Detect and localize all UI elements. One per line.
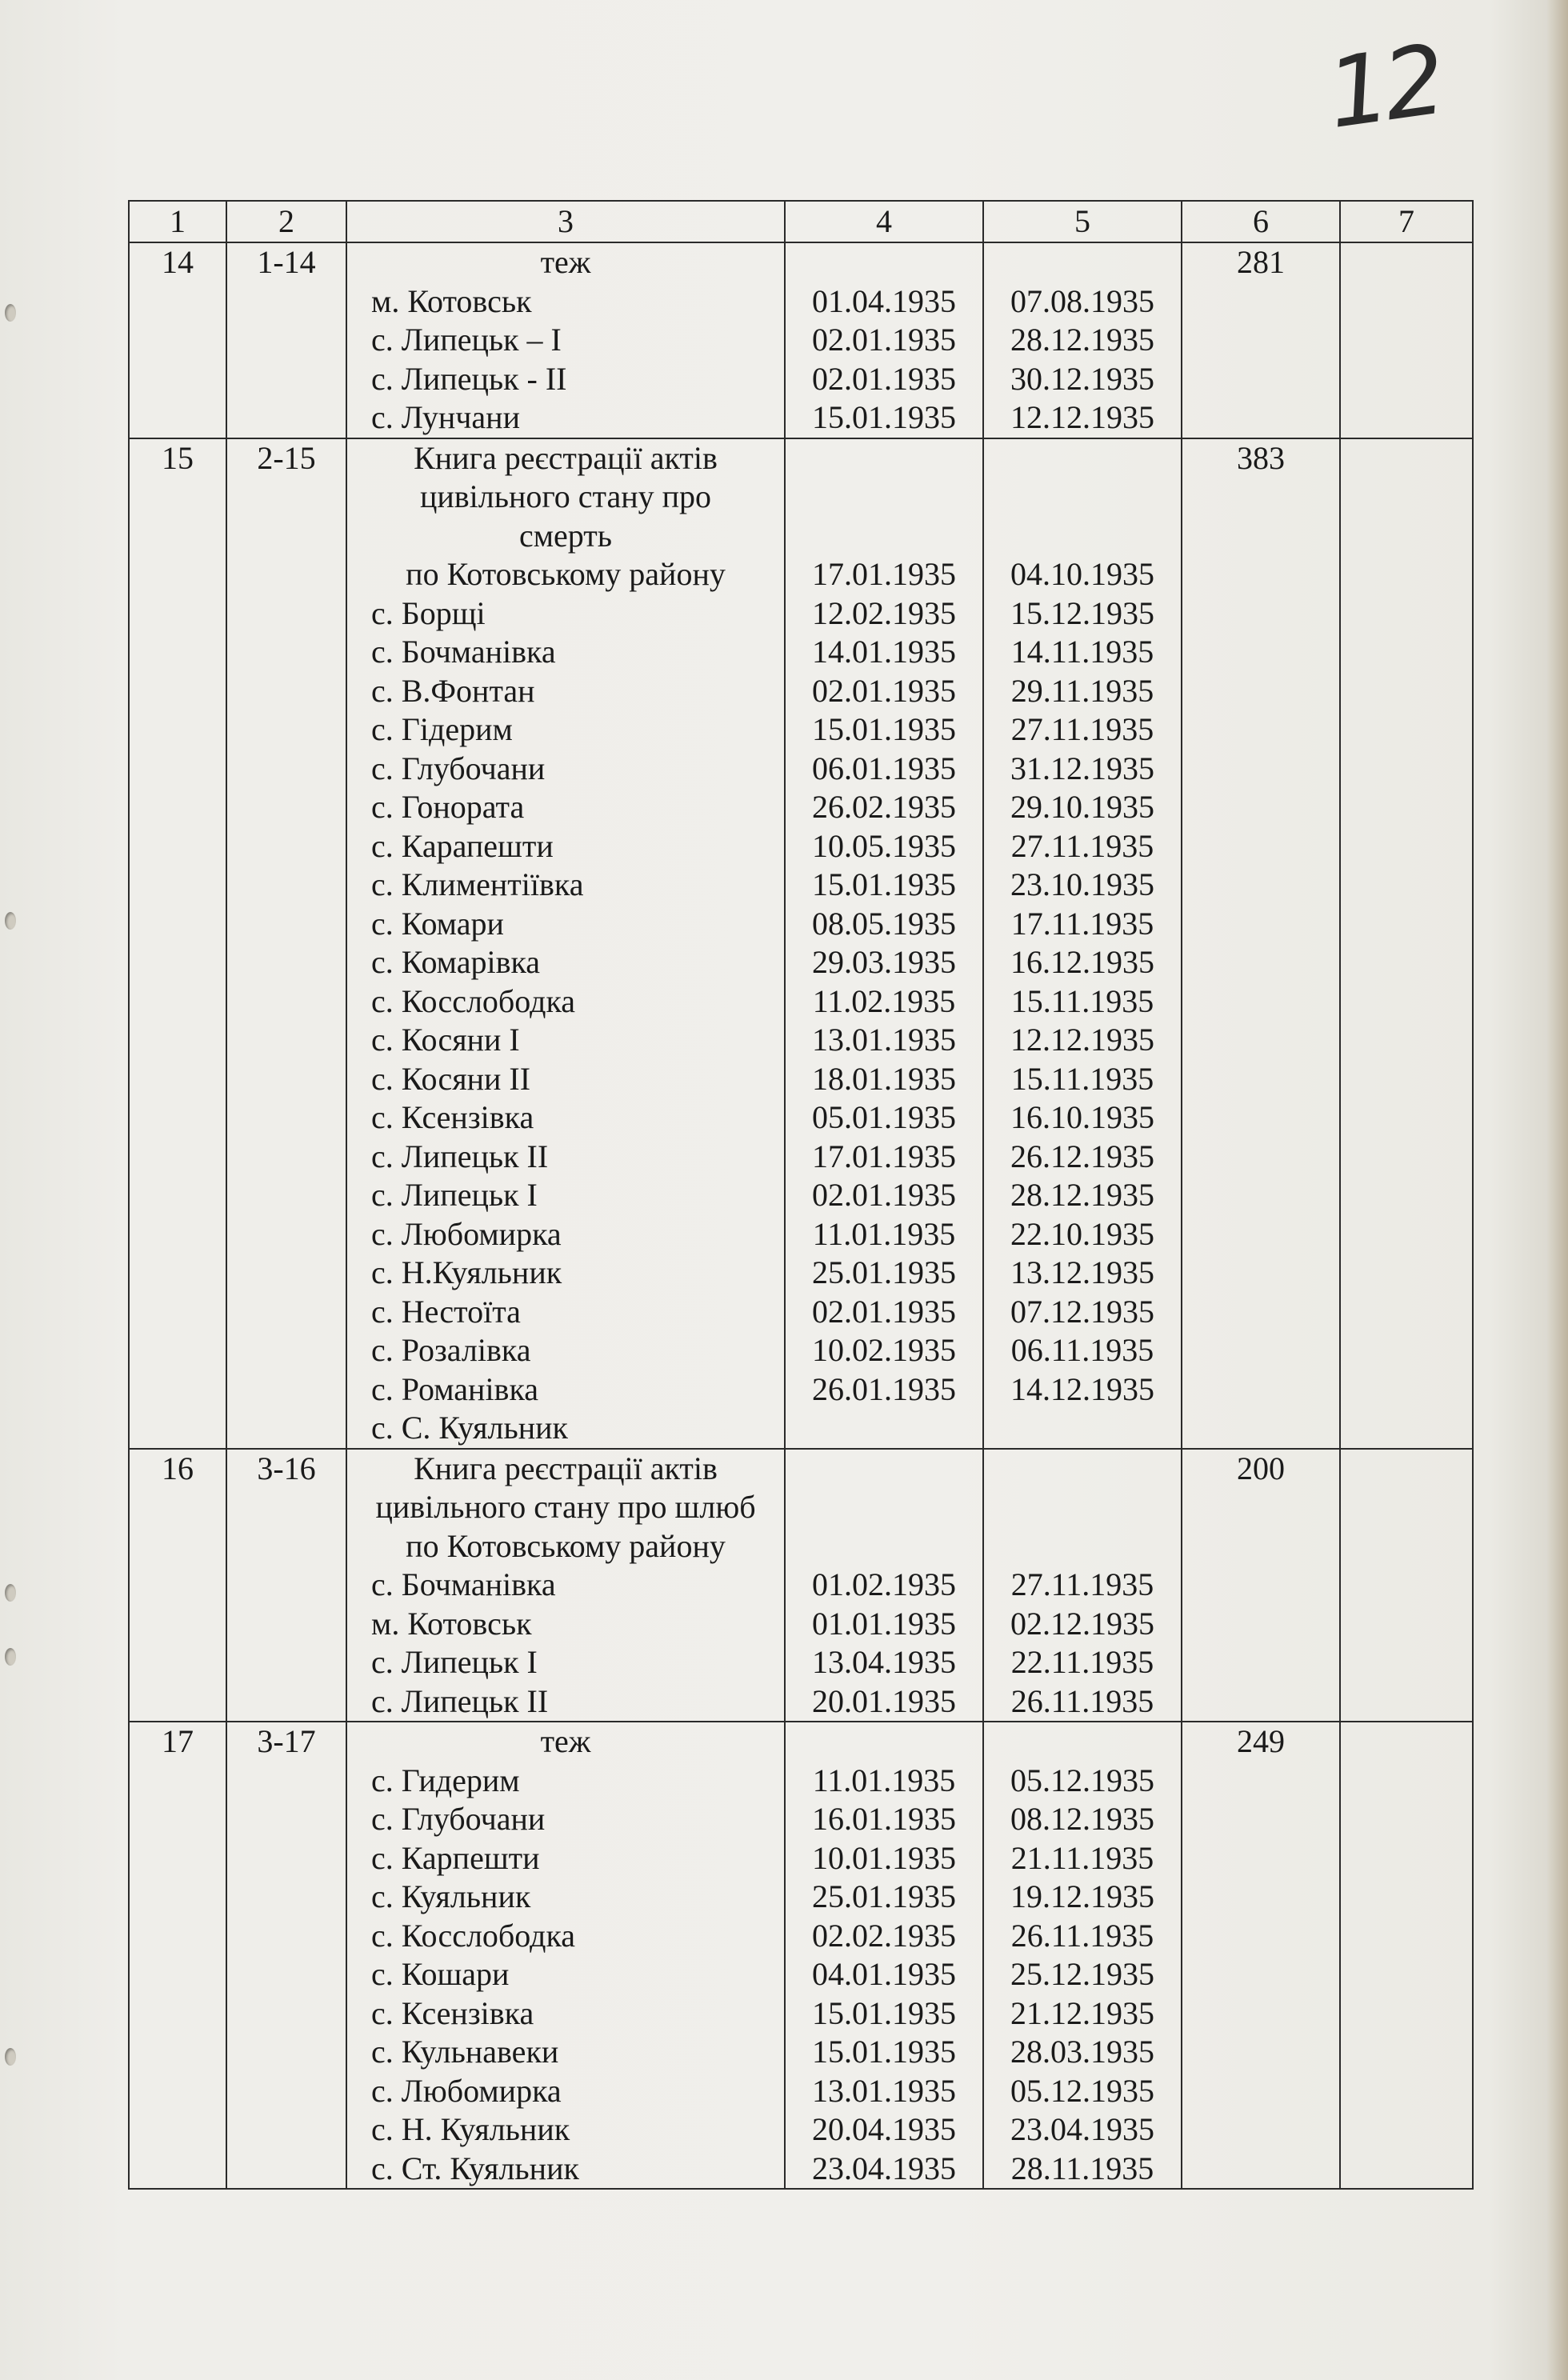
page-count-cell	[1182, 242, 1340, 438]
start-date: 14.01.1935	[812, 634, 956, 670]
column-header: 7	[1340, 201, 1473, 242]
start-date: 25.01.1935	[812, 1254, 956, 1290]
end-date: 19.12.1935	[1010, 1878, 1154, 1914]
end-date: 07.08.1935	[1010, 282, 1154, 319]
table-row	[129, 438, 1473, 1449]
locality-name: с. Бочманівка	[371, 1566, 556, 1602]
page-count: 249	[1237, 1723, 1285, 1759]
end-date: 21.11.1935	[1010, 1839, 1154, 1876]
binding-hole	[5, 304, 16, 322]
inventory-code: 3-16	[257, 1450, 316, 1486]
locality-name: с. Кульнавеки	[371, 2034, 559, 2070]
end-date: 30.12.1935	[1010, 360, 1154, 397]
locality-name: с. Лунчани	[371, 399, 520, 435]
locality-name: с. Ксензівка	[371, 1994, 534, 2031]
end-date: 28.12.1935	[1010, 1177, 1154, 1213]
end-date-cell	[983, 1449, 1182, 1722]
table-row	[129, 1722, 1473, 2189]
binding-hole	[5, 1648, 16, 1666]
start-date: 15.01.1935	[812, 866, 956, 902]
locality-name: с. Косслободка	[371, 982, 576, 1019]
record-title-line: теж	[540, 1723, 591, 1759]
start-date: 15.01.1935	[812, 399, 956, 435]
end-date: 22.10.1935	[1010, 1215, 1154, 1252]
start-date: 26.02.1935	[812, 789, 956, 825]
record-title-line: по Котовському району	[406, 1527, 726, 1564]
start-date: 10.02.1935	[812, 1332, 956, 1368]
locality-name: м. Котовськ	[371, 1605, 532, 1642]
record-title-line: цивільного стану про шлюб	[375, 1489, 756, 1525]
end-date-cell	[983, 438, 1182, 1449]
end-date: 04.10.1935	[1010, 556, 1154, 592]
start-date: 02.01.1935	[812, 1177, 956, 1213]
end-date: 26.12.1935	[1010, 1138, 1154, 1174]
locality-name: с. Любомирка	[371, 2072, 562, 2109]
locality-name: с. Климентіївка	[371, 866, 584, 902]
page-count-cell	[1182, 1449, 1340, 1722]
start-date: 25.01.1935	[812, 1878, 956, 1914]
start-date: 16.01.1935	[812, 1801, 956, 1837]
locality-name: с. Косслободка	[371, 1917, 576, 1954]
start-date: 15.01.1935	[812, 711, 956, 747]
start-date: 29.03.1935	[812, 944, 956, 980]
locality-name: с. С. Куяльник	[371, 1410, 568, 1446]
record-title-cell	[346, 438, 785, 1449]
start-date: 11.02.1935	[812, 982, 956, 1019]
inventory-code-cell	[226, 438, 346, 1449]
start-date: 10.05.1935	[812, 827, 956, 864]
start-date: 13.04.1935	[812, 1644, 956, 1680]
end-date: 27.11.1935	[1010, 1566, 1154, 1602]
locality-name: с. Романівка	[371, 1370, 539, 1407]
end-date: 26.11.1935	[1010, 1682, 1154, 1719]
case-number: 16	[162, 1450, 194, 1486]
page-count-cell	[1182, 1722, 1340, 2189]
header-row	[129, 201, 1473, 242]
start-date: 02.01.1935	[812, 1293, 956, 1330]
end-date: 15.12.1935	[1010, 594, 1154, 631]
end-date-cell	[983, 1722, 1182, 2189]
end-date: 14.12.1935	[1010, 1370, 1154, 1407]
start-date: 01.01.1935	[812, 1605, 956, 1642]
case-number: 17	[162, 1723, 194, 1759]
start-date: 20.01.1935	[812, 1682, 956, 1719]
end-date: 15.11.1935	[1010, 1060, 1154, 1097]
locality-name: с. Карапешти	[371, 827, 554, 864]
start-date: 15.01.1935	[812, 2034, 956, 2070]
start-date: 17.01.1935	[812, 1138, 956, 1174]
start-date: 10.01.1935	[812, 1839, 956, 1876]
start-date: 11.01.1935	[812, 1762, 956, 1798]
locality-name: с. В.Фонтан	[371, 672, 535, 709]
locality-name: с. Гідерим	[371, 711, 513, 747]
record-title-cell	[346, 242, 785, 438]
table-row	[129, 242, 1473, 438]
start-date: 15.01.1935	[812, 1994, 956, 2031]
locality-name: с. Бочманівка	[371, 634, 556, 670]
end-date: 12.12.1935	[1010, 1022, 1154, 1058]
record-title-cell	[346, 1722, 785, 2189]
binding-hole	[5, 1584, 16, 1602]
end-date: 25.12.1935	[1010, 1956, 1154, 1992]
locality-name: с. Косяни І	[371, 1022, 520, 1058]
locality-name: с. Карпешти	[371, 1839, 540, 1876]
binding-hole	[5, 912, 16, 930]
end-date: 28.12.1935	[1010, 322, 1154, 358]
end-date: 26.11.1935	[1010, 1917, 1154, 1954]
record-title-line: теж	[540, 244, 591, 280]
start-date: 01.04.1935	[812, 282, 956, 319]
end-date: 14.11.1935	[1010, 634, 1154, 670]
column-header: 3	[346, 201, 785, 242]
locality-name: с. Любомирка	[371, 1215, 562, 1252]
end-date: 28.11.1935	[1010, 2150, 1154, 2186]
case-number-cell	[129, 1722, 226, 2189]
start-date-cell	[785, 242, 983, 438]
inventory-code-cell	[226, 1722, 346, 2189]
end-date: 22.11.1935	[1010, 1644, 1154, 1680]
record-title-line: Книга реєстрації актів	[414, 439, 718, 476]
case-number: 14	[162, 244, 194, 280]
locality-name: с. Н.Куяльник	[371, 1254, 562, 1290]
end-date: 29.11.1935	[1010, 672, 1154, 709]
end-date: 13.12.1935	[1010, 1254, 1154, 1290]
column-header: 6	[1182, 201, 1340, 242]
locality-name: с. Косяни ІІ	[371, 1060, 531, 1097]
end-date: 06.11.1935	[1010, 1332, 1154, 1368]
locality-name: с. Комари	[371, 905, 504, 942]
locality-name: м. Котовськ	[371, 282, 532, 319]
locality-name: с. Ст. Куяльник	[371, 2150, 579, 2186]
column-header: 2	[226, 201, 346, 242]
locality-name: с. Липецьк ІІ	[371, 1138, 549, 1174]
locality-name: с. Гонората	[371, 789, 525, 825]
start-date: 05.01.1935	[812, 1099, 956, 1135]
start-date: 04.01.1935	[812, 1956, 956, 1992]
inventory-code-cell	[226, 242, 346, 438]
locality-name: с. Кошари	[371, 1956, 510, 1992]
start-date: 08.05.1935	[812, 905, 956, 942]
case-number-cell	[129, 438, 226, 1449]
start-date: 12.02.1935	[812, 594, 956, 631]
inventory-code-cell	[226, 1449, 346, 1722]
locality-name: с. Глубочани	[371, 1801, 546, 1837]
locality-name: с. Ксензівка	[371, 1099, 534, 1135]
case-number-cell	[129, 1449, 226, 1722]
case-number-cell	[129, 242, 226, 438]
inventory-code: 2-15	[257, 439, 316, 476]
start-date: 06.01.1935	[812, 750, 956, 786]
end-date: 27.11.1935	[1010, 711, 1154, 747]
start-date: 01.02.1935	[812, 1566, 956, 1602]
start-date: 02.01.1935	[812, 672, 956, 709]
end-date: 16.10.1935	[1010, 1099, 1154, 1135]
record-title-line: по Котовському району	[406, 556, 726, 592]
record-title-line: Книга реєстрації актів	[414, 1450, 718, 1486]
start-date: 23.04.1935	[812, 2150, 956, 2186]
locality-name: с. Комарівка	[371, 944, 541, 980]
end-date: 12.12.1935	[1010, 399, 1154, 435]
page-count: 383	[1237, 439, 1285, 476]
inventory-code: 3-17	[257, 1723, 316, 1759]
locality-name: с. Н. Куяльник	[371, 2111, 570, 2147]
locality-name: с. Липецьк І	[371, 1177, 538, 1213]
locality-name: с. Глубочани	[371, 750, 546, 786]
table-row	[129, 1449, 1473, 1722]
notes-cell	[1340, 1722, 1473, 2189]
end-date: 28.03.1935	[1010, 2034, 1154, 2070]
locality-name: с. Нестоїта	[371, 1293, 521, 1330]
locality-name: с. Липецьк - ІІ	[371, 360, 567, 397]
column-header: 1	[129, 201, 226, 242]
end-date: 17.11.1935	[1010, 905, 1154, 942]
start-date: 20.04.1935	[812, 2111, 956, 2147]
locality-name: с. Куяльник	[371, 1878, 531, 1914]
locality-name: с. Розалівка	[371, 1332, 531, 1368]
locality-name: с. Липецьк І	[371, 1644, 538, 1680]
end-date: 02.12.1935	[1010, 1605, 1154, 1642]
start-date: 02.02.1935	[812, 1917, 956, 1954]
start-date-cell	[785, 438, 983, 1449]
end-date: 23.10.1935	[1010, 866, 1154, 902]
binding-hole	[5, 2048, 16, 2066]
end-date: 07.12.1935	[1010, 1293, 1154, 1330]
start-date: 18.01.1935	[812, 1060, 956, 1097]
end-date: 21.12.1935	[1010, 1994, 1154, 2031]
end-date: 29.10.1935	[1010, 789, 1154, 825]
start-date: 13.01.1935	[812, 2072, 956, 2109]
case-number: 15	[162, 439, 194, 476]
locality-name: с. Гидерим	[371, 1762, 520, 1798]
notes-cell	[1340, 1449, 1473, 1722]
page-edge	[1547, 0, 1568, 2380]
locality-name: с. Липецьк ІІ	[371, 1682, 549, 1719]
end-date: 23.04.1935	[1010, 2111, 1154, 2147]
end-date: 27.11.1935	[1010, 827, 1154, 864]
inventory-code: 1-14	[257, 244, 316, 280]
end-date: 05.12.1935	[1010, 1762, 1154, 1798]
page-count-cell	[1182, 438, 1340, 1449]
end-date: 31.12.1935	[1010, 750, 1154, 786]
notes-cell	[1340, 242, 1473, 438]
archive-register-table	[128, 200, 1474, 2190]
start-date: 17.01.1935	[812, 556, 956, 592]
start-date: 02.01.1935	[812, 322, 956, 358]
end-date: 08.12.1935	[1010, 1801, 1154, 1837]
end-date-cell	[983, 242, 1182, 438]
start-date: 02.01.1935	[812, 360, 956, 397]
handwritten-page-number: 12	[1321, 24, 1448, 151]
column-header: 4	[785, 201, 983, 242]
start-date: 26.01.1935	[812, 1370, 956, 1407]
locality-name: с. Борщі	[371, 594, 486, 631]
start-date-cell	[785, 1722, 983, 2189]
record-title-cell	[346, 1449, 785, 1722]
start-date-cell	[785, 1449, 983, 1722]
column-header: 5	[983, 201, 1182, 242]
record-title-line: цивільного стану про смерть	[419, 478, 712, 554]
start-date: 13.01.1935	[812, 1022, 956, 1058]
end-date: 15.11.1935	[1010, 982, 1154, 1019]
end-date: 16.12.1935	[1010, 944, 1154, 980]
locality-name: с. Липецьк – І	[371, 322, 562, 358]
start-date: 11.01.1935	[812, 1215, 956, 1252]
notes-cell	[1340, 438, 1473, 1449]
page-count: 281	[1237, 244, 1285, 280]
end-date: 05.12.1935	[1010, 2072, 1154, 2109]
page-count: 200	[1237, 1450, 1285, 1486]
